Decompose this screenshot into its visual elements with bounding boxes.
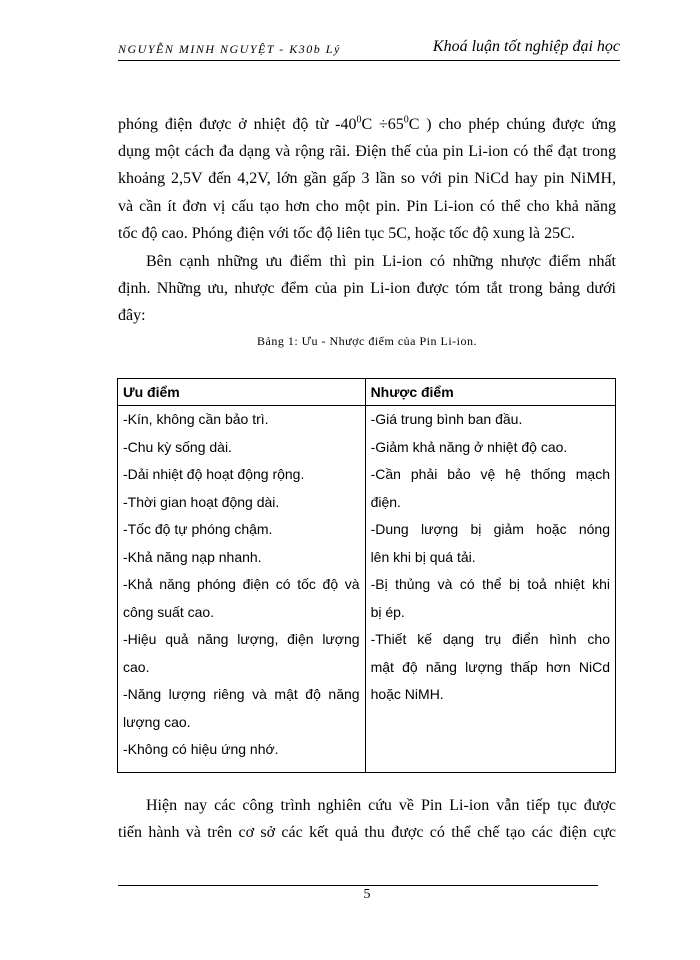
cons-item: -Cần phải bảo vệ hệ thống mạch: [370, 466, 610, 482]
cons-item: lên khi bị quá tải.: [370, 548, 476, 565]
paragraph-2-line-2: định. Những ưu, nhược đểm của pin Li-ion được tóm tắt trong bảng dưới: [118, 280, 616, 298]
pros-item: -Chu kỳ sống dài.: [123, 438, 232, 455]
paragraph-1-line-5: tốc độ cao. Phóng điện với tốc độ liên tục 5C, hoặc tốc độ xung là 25C.: [118, 224, 575, 242]
header-author: NGUYỄN MINH NGUYỆT - K30b Lý: [118, 42, 341, 56]
pros-item: -Tốc độ tự phóng chậm.: [123, 521, 273, 537]
paragraph-2: [118, 248, 616, 330]
paragraph-3: [118, 792, 616, 846]
pros-item: lượng cao.: [123, 713, 191, 730]
pros-item: công suất cao.: [123, 603, 215, 620]
paragraph-3-line-2: tiến hành và trên cơ sở các kết quả thu được có thể chế tạo các điện cực: [118, 824, 616, 842]
pros-item: -Năng lượng riêng và mật độ năng: [123, 686, 360, 702]
pros-item: -Khả năng phóng điện có tốc độ và: [123, 576, 360, 592]
paragraph-1-line-1: phóng điện được ở nhiệt độ từ $-40^0C \div 65^0C$ ) cho phép chúng được ứng: [118, 114, 616, 133]
page-number: 5: [363, 887, 371, 902]
pros-item: -Không có hiệu ứng nhớ.: [123, 741, 279, 757]
page-header: [118, 38, 620, 61]
paragraph-1: [118, 111, 616, 247]
paragraph-1-line-4: và cần ít đơn vị cấu tạo hơn cho một pin. Pin Li-ion có thể cho khả năng: [118, 197, 616, 215]
cons-item: -Thiết kế dạng trụ điển hình cho: [370, 631, 610, 647]
table-body-row: [118, 406, 616, 773]
cons-item: -Giảm khả năng ở nhiệt độ cao.: [370, 438, 568, 455]
header-cons: Nhược điểm: [365, 379, 615, 406]
paragraph-1-line-3: khoảng 2,5V đến 4,2V, lớn gần gấp 3 lần so với pin NiCd hay pin NiMH,: [118, 170, 616, 188]
cons-item: -Bị thủng và có thể bị toả nhiệt khi: [370, 576, 610, 592]
cons-item: -Dung lượng bị giảm hoặc nóng: [370, 521, 610, 537]
pros-item: cao.: [123, 658, 150, 675]
pros-item: -Dải nhiệt độ hoạt động rộng.: [123, 466, 305, 482]
pros-item: -Thời gian hoạt động dài.: [123, 493, 280, 510]
table-header-row: [118, 379, 616, 406]
paragraph-2-line-1: Bên cạnh những ưu điểm thì pin Li-ion có những nhược điểm nhất: [146, 253, 616, 270]
cons-item: điện.: [370, 493, 401, 510]
pros-item: -Hiệu quả năng lượng, điện lượng: [123, 631, 360, 647]
header-pros: Ưu điểm: [118, 379, 366, 406]
header-title: Khoá luận tốt nghiệp đại học: [432, 38, 620, 55]
paragraph-2-line-3: đây:: [118, 307, 146, 325]
pros-cons-table: [117, 378, 616, 773]
cons-item: hoặc NiMH.: [370, 686, 444, 702]
cons-item: mật độ năng lượng thấp hơn NiCd: [370, 658, 610, 675]
pros-cell: [118, 406, 366, 773]
paragraph-1-line-2: dụng một cách đa dạng và rộng rãi. Điện thế của pin Li-ion có thể đạt trong: [118, 143, 616, 161]
footer-divider: [118, 885, 598, 886]
paragraph-3-line-1: Hiện nay các công trình nghiên cứu về Pin Li-ion vẫn tiếp tục được: [146, 797, 616, 814]
pros-item: -Khả năng nạp nhanh.: [123, 548, 262, 565]
cons-item: -Giá trung bình ban đầu.: [370, 411, 523, 427]
table-caption: Bảng 1: Ưu - Nhược điểm của Pin Li-ion.: [257, 334, 477, 348]
cons-cell: [365, 406, 615, 773]
pros-item: -Kín, không cần bảo trì.: [123, 411, 269, 427]
cons-item: bị ép.: [370, 603, 405, 620]
